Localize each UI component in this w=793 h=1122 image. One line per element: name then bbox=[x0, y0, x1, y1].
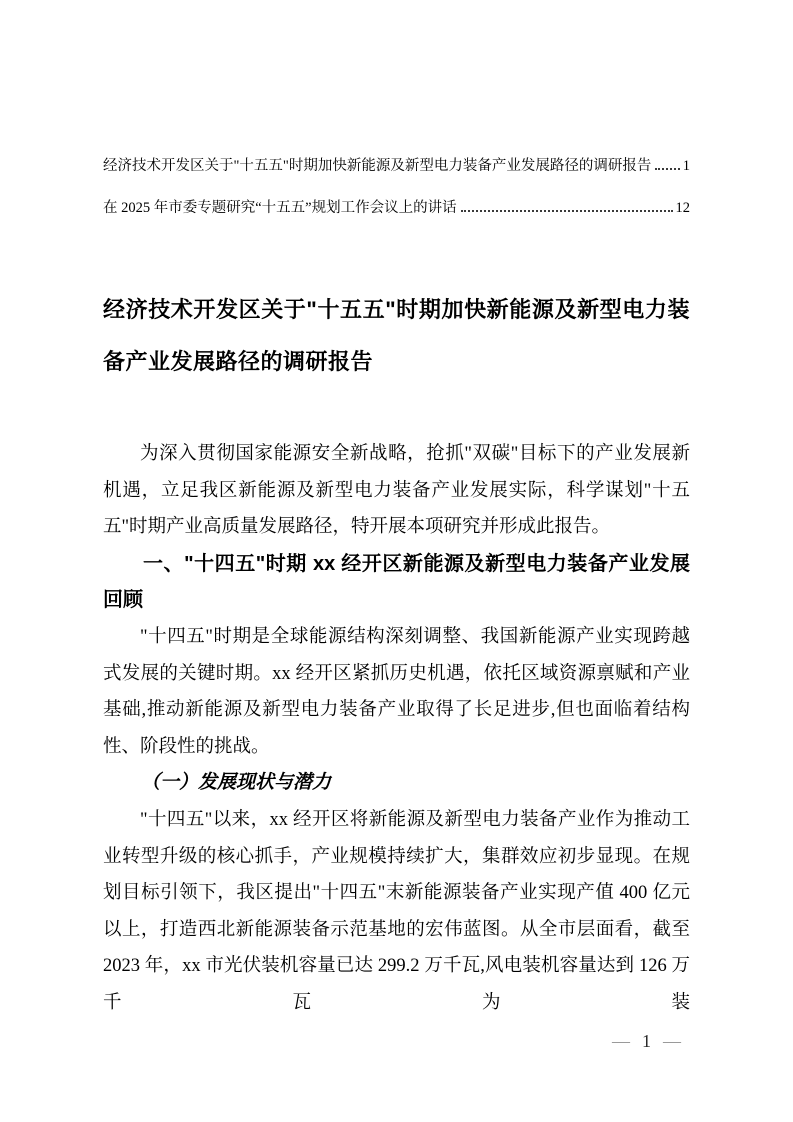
page-footer bbox=[612, 1030, 681, 1052]
intro-paragraph: 为深入贯彻国家能源安全新战略，抢抓"双碳"目标下的产业发展新机遇，立足我区新能源及新型电力装备产业发展实际，科学谋划"十五五"时期产业高质量发展路径，特开展本项研究并形成此报告。 bbox=[103, 444, 690, 538]
page-number: 1 bbox=[642, 1031, 651, 1051]
document-body bbox=[103, 436, 690, 1022]
section-1-heading: 一、"十四五"时期 xx 经开区新能源及新型电力装备产业发展回顾 bbox=[103, 552, 690, 612]
toc-item-speech[interactable] bbox=[103, 198, 690, 218]
toc-page-number: 1 bbox=[682, 158, 690, 174]
toc-item-title: 在 2025 年市委专题研究“十五五”规划工作会议上的讲话 bbox=[103, 200, 457, 216]
document-title: 经济技术开发区关于"十五五"时期加快新能源及新型电力装备产业发展路径的调研报告 bbox=[103, 297, 690, 374]
toc-leader-dots bbox=[461, 210, 673, 212]
table-of-contents bbox=[103, 156, 690, 218]
footer-dash-left: — bbox=[612, 1031, 630, 1051]
toc-item-report[interactable] bbox=[103, 156, 690, 176]
subsection-1-paragraph: "十四五"以来，xx 经开区将新能源及新型电力装备产业作为推动工业转型升级的核心抓手，产业规模持续扩大，集群效应初步显现。在规划目标引领下，我区提出"十四五"末新能源装备产业实现产值 400 亿元以上，打造西北新能源装备示范基地的宏伟蓝图。从全市层面看，截至 2023 年，xx 市光伏装机容量已达 299.2 万千瓦,风电装机容量达到 126 万千瓦为装 bbox=[103, 809, 690, 1013]
subsection-1-heading: （一）发展现状与潜力 bbox=[141, 772, 332, 794]
toc-leader-dots bbox=[655, 168, 679, 170]
section-1-paragraph: "十四五"时期是全球能源结构深刻调整、我国新能源产业实现跨越式发展的关键时期。xx 经开区紧抓历史机遇，依托区域资源禀赋和产业基础,推动新能源及新型电力装备产业取得了长足进步,但也面临着结构性、阶段性的挑战。 bbox=[103, 626, 690, 757]
toc-item-title: 经济技术开发区关于"十五五"时期加快新能源及新型电力装备产业发展路径的调研报告 bbox=[103, 158, 652, 174]
toc-page-number: 12 bbox=[675, 200, 690, 216]
footer-dash-right: — bbox=[663, 1031, 681, 1051]
